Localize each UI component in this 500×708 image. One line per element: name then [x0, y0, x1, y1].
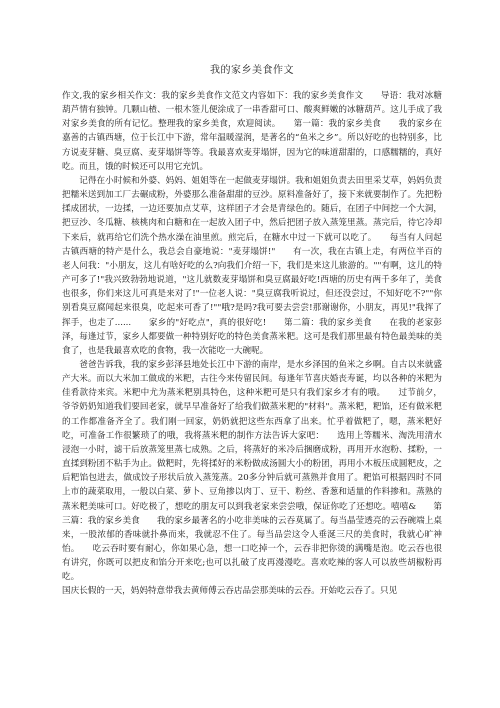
- paragraph: 作文,我的家乡相关作文：我的家乡美食作文范文内容如下：我的家乡美食作文 导语：我对冰糖葫芦情有独钟。几颗山楂、一根木签儿便涂成了一串香甜可口、酸爽鲜嫩的冰糖葫芦。这儿手成了我对家乡美食的所有记忆。整理我的家乡美食，欢迎阅读。 第一篇：我的家乡美食 我的家乡在嘉善的古镇西塘，位于长江中下游，常年温暖湿润，是著名的“鱼米之乡”。所以好吃的也特别多，比方说麦芽糖、臭豆腐、麦芽塌饼等等。我最喜欢麦芽塌饼，因为它的味道甜甜的，口感糯糯的，真好吃。而且，饿的时候还可以用它充饥。: [62, 91, 442, 172]
- paragraph: 记得在小时候和外婆、妈妈、姐姐等在一起做麦芽塌饼。我和姐姐负责去田里采艾草，妈妈负责把糯米送到加工厂去碾成粉，外婆那么准备甜甜的豆沙。原料准备好了，接下来就要制作了。先把粉揉成团状，一边揉，一边还要加点艾草，这样团子才会是青绿色的。随后，在团子中间挖一个大洞，把豆沙、冬瓜糖、核桃肉和白糖和在一起放入团子中，然后把团子放入蒸笼里蒸。蒸完后，待它冷却下来后，就再给它们洗个热水澡在油里煎。煎完后，在糖水中过一下就可以吃了。 每当有人问起古镇西塘的特产是什么，我总会自豪地说："麦芽塌饼!" 有一次，我在古镇上走，有两位半百的老人问我："小朋友，这儿有啥好吃的么?向我们介绍一下，我们是来这儿旅游的。""有啊，这儿的特产可多了!"我兴致勃勃地说道，"这儿就数麦芽塌饼和臭豆腐最好吃!西塘的历史有两千多年了，美食也很多，你们来这儿可真是来对了!"一位老人说："臭豆腐我听说过，但还没尝过，不知好吃不?""你别看臭豆腐闻起来很臭，吃起来可香了!""哦?是吗?我可要去尝尝!那谢谢你，小朋友，再见!"我挥了挥手，也走了...... 家乡的"好吃点"，真的很好吃! 第二篇：我的家乡美食 在我的老家彭泽，每逢过节，家乡人都要做一种特别好吃的特色美食蒸米粑。这可是我们那里最有特色最美味的美食了，也是我最喜欢吃的食物，我一次能吃一大碗呢。: [62, 175, 442, 356]
- paragraph: 国庆长假的一天，妈妈特意带我去黄师傅云吞店品尝那美味的云吞。开始吃云吞了。只见: [62, 586, 398, 597]
- document-title: 我的家乡美食作文: [210, 65, 294, 76]
- document-body: [62, 89, 442, 599]
- paragraph: 爸爸告诉我，我的家乡彭泽县地处长江中下游的南岸，是水乡泽国的鱼米之乡啊。自古以来就盛产大米。而以大米加工做成的米粑，古往今来传留民间。每逢年节喜庆婚丧寿诞，均以各种的米粑为佳肴款待来宾。米粑中尤为蒸米粑别具特色，这种米粑可是只有我们家乡才有的哦。 过节前夕，爷爷奶奶知道我们要回老家，就早早准备好了给我们做蒸米粑的"材料"。蒸米粑，粑馅，还有做米粑的工作都准备齐全了。我们刚一回家，奶奶就把这些东西拿了出来。忙乎着做粑了，嗯，蒸米粑好吃，可准备工作很繁琐了的哦，我将蒸米粑的制作方法告诉大家吧： 选用上等糯米、淘洗用清水浸泡一小时，滤干后放蒸笼里蒸七成熟。之后，将蒸好的米冷后捆磨成粉，再用开水泡粉、揉粉，一直揉到粉团不粘手为止。做粑时，先将揉好的米粉做成汤圆大小的粉团，再用小木板压成圆粑皮，之后粑馅包进去，做成饺子形状后放入蒸笼蒸。20多分钟后就可蒸熟并食用了。粑馅可根据四时不同上市的蔬菜取用，一般以白菜、萝卜、豆角掺以肉丁、豆干、粉丝、香葱和适量的作料掺和。蒸熟的蒸米粑美味可口。好吃极了，想吃的朋友可以到我老家来尝尝哦，保证你吃了还想吃。嘻嘻& 第三篇：我的家乡美食 我的家乡最著名的小吃非美味的云吞莫属了。每当晶莹透亮的云吞碗端上桌来，一股浓郁的香味就扑鼻而来，我就忍不住了。每当品尝这令人垂涎三尺的美食时，我就心旷神怡。 吃云吞时要有耐心，你如果心急，想一口吃掉一个，云吞非把你烫的满嘴是泡。吃云吞也很有讲究，你既可以把皮和馅分开来吃;也可以扎破了皮再漫漫吃。喜欢吃辣的客人可以放些胡椒粉再吃。: [62, 359, 442, 583]
